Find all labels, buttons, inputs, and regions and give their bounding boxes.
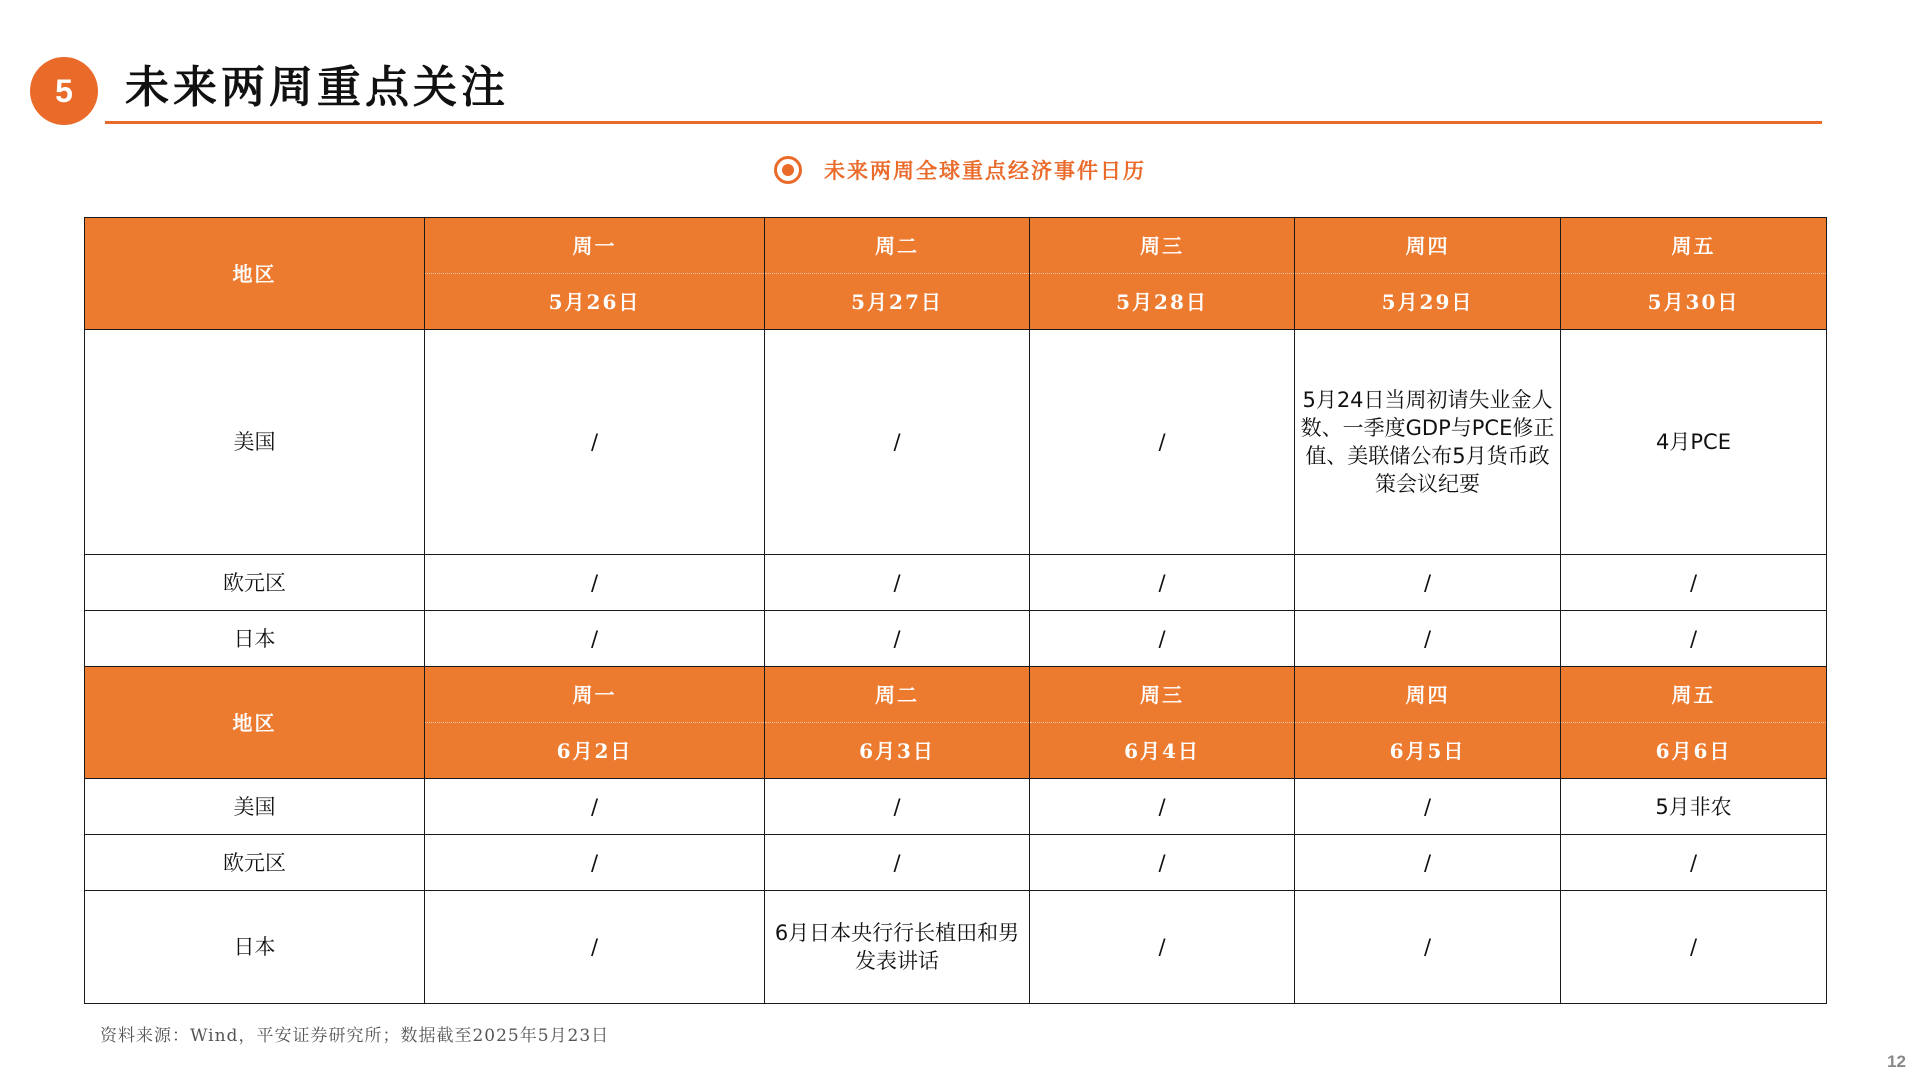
event-cell: /	[1030, 555, 1295, 611]
weekday-header: 周五	[1561, 218, 1827, 274]
event-cell: /	[1561, 611, 1827, 667]
event-cell: /	[765, 611, 1030, 667]
section-number-badge: 5	[30, 57, 98, 125]
event-cell: 5月24日当周初请失业金人数、一季度GDP与PCE修正值、美联储公布5月货币政策会议纪要	[1295, 330, 1561, 555]
region-cell: 欧元区	[85, 555, 425, 611]
event-cell: /	[1030, 611, 1295, 667]
date-header: 6月3日	[765, 723, 1030, 779]
event-cell: /	[1030, 330, 1295, 555]
region-cell: 欧元区	[85, 835, 425, 891]
event-cell: /	[425, 611, 765, 667]
date-header: 5月30日	[1561, 274, 1827, 330]
date-header: 5月27日	[765, 274, 1030, 330]
week1-weekday-header-row	[85, 218, 1827, 274]
date-header: 6月4日	[1030, 723, 1295, 779]
table-row	[85, 891, 1827, 1004]
date-header: 6月5日	[1295, 723, 1561, 779]
page-number: 12	[1887, 1052, 1906, 1071]
weekday-header: 周二	[765, 667, 1030, 723]
event-cell: /	[425, 555, 765, 611]
weekday-header: 周三	[1030, 667, 1295, 723]
event-cell: 6月日本央行行长植田和男发表讲话	[765, 891, 1030, 1004]
target-bullet-icon	[774, 156, 802, 184]
weekday-header: 周二	[765, 218, 1030, 274]
event-cell: /	[765, 779, 1030, 835]
table-row	[85, 835, 1827, 891]
date-header: 5月26日	[425, 274, 765, 330]
table-row	[85, 555, 1827, 611]
region-cell: 美国	[85, 779, 425, 835]
event-cell: /	[765, 330, 1030, 555]
region-cell: 日本	[85, 891, 425, 1004]
event-cell: /	[1295, 891, 1561, 1004]
date-header: 6月2日	[425, 723, 765, 779]
event-cell: /	[1295, 611, 1561, 667]
table-caption	[0, 155, 1920, 189]
date-header: 5月28日	[1030, 274, 1295, 330]
event-cell: /	[425, 891, 765, 1004]
table-row	[85, 330, 1827, 555]
economic-events-calendar-table	[84, 217, 1827, 1004]
weekday-header: 周三	[1030, 218, 1295, 274]
region-cell: 日本	[85, 611, 425, 667]
event-cell: /	[1295, 835, 1561, 891]
weekday-header: 周四	[1295, 218, 1561, 274]
table-row	[85, 611, 1827, 667]
event-cell: /	[1561, 555, 1827, 611]
event-cell: /	[765, 835, 1030, 891]
event-cell: /	[1030, 835, 1295, 891]
event-cell: /	[425, 330, 765, 555]
event-cell: /	[1295, 779, 1561, 835]
weekday-header: 周一	[425, 218, 765, 274]
event-cell: 5月非农	[1561, 779, 1827, 835]
source-note: 资料来源：Wind，平安证券研究所；数据截至2025年5月23日	[100, 1026, 610, 1046]
event-cell: /	[1295, 555, 1561, 611]
weekday-header: 周一	[425, 667, 765, 723]
title-underline	[105, 121, 1822, 124]
weekday-header: 周五	[1561, 667, 1827, 723]
event-cell: /	[1561, 891, 1827, 1004]
region-cell: 美国	[85, 330, 425, 555]
date-header: 6月6日	[1561, 723, 1827, 779]
event-cell: 4月PCE	[1561, 330, 1827, 555]
table-caption-text: 未来两周全球重点经济事件日历	[824, 158, 1146, 183]
date-header: 5月29日	[1295, 274, 1561, 330]
week2-weekday-header-row	[85, 667, 1827, 723]
page-title: 未来两周重点关注	[125, 62, 509, 113]
region-header-cell: 地区	[85, 667, 425, 779]
event-cell: /	[1561, 835, 1827, 891]
region-header-cell: 地区	[85, 218, 425, 330]
event-cell: /	[1030, 779, 1295, 835]
weekday-header: 周四	[1295, 667, 1561, 723]
event-cell: /	[425, 835, 765, 891]
table-row	[85, 779, 1827, 835]
event-cell: /	[1030, 891, 1295, 1004]
event-cell: /	[425, 779, 765, 835]
event-cell: /	[765, 555, 1030, 611]
